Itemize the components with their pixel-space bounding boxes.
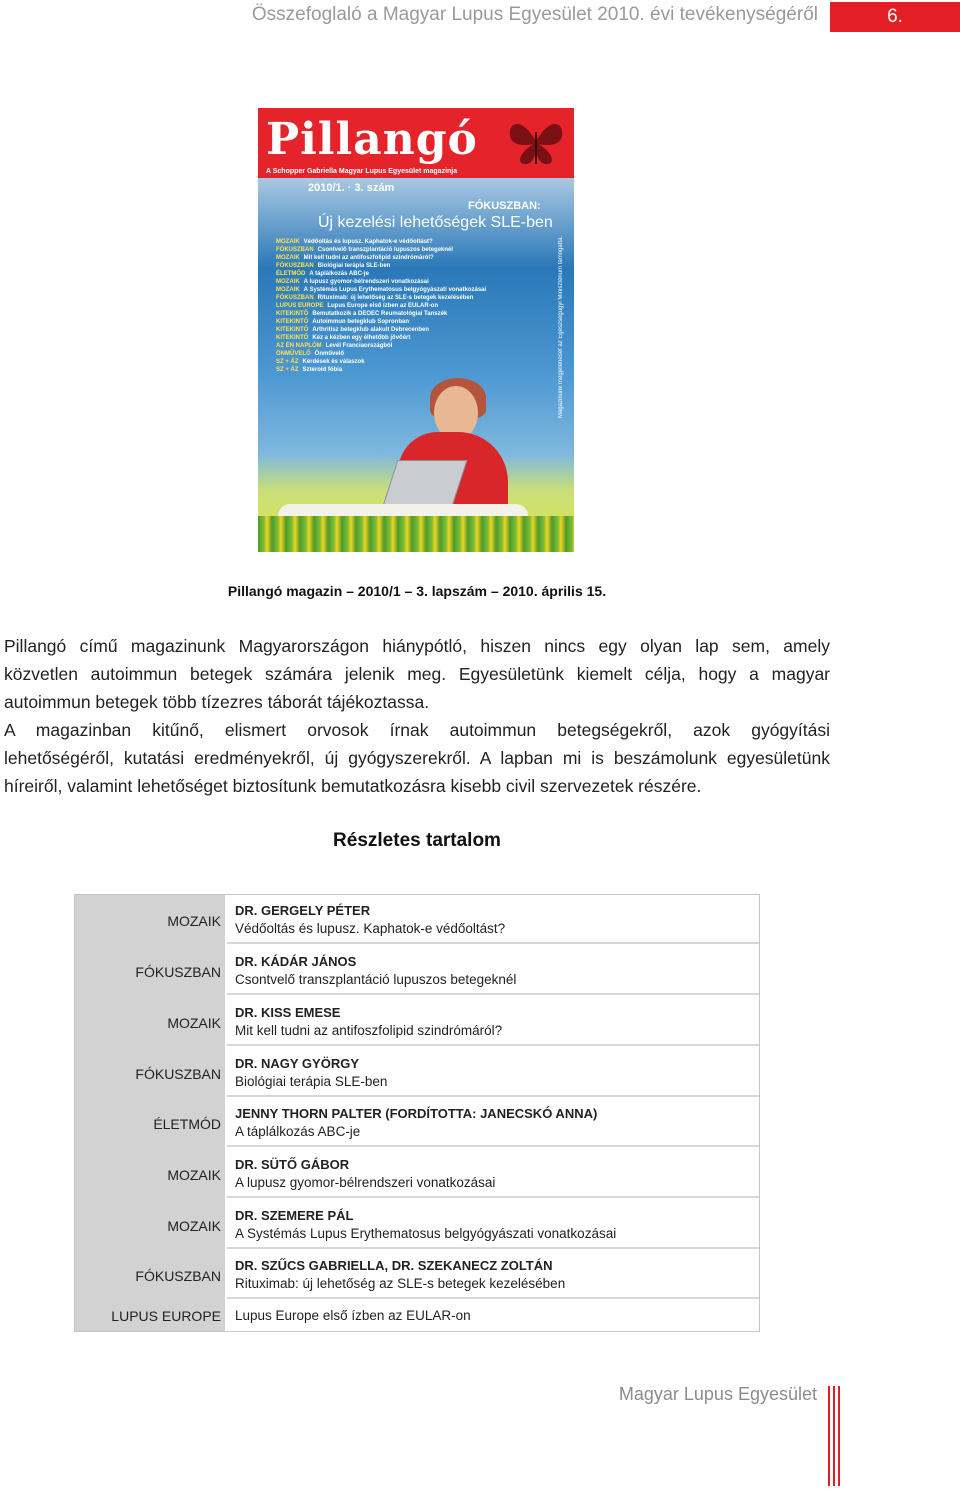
row-author: DR. NAGY GYÖRGY [235, 1056, 360, 1071]
cover-toc-item: FÓKUSZBAN Csontvelő transzplantáció lupuszos betegeknél [276, 247, 454, 253]
row-title: A táplálkozás ABC-je [235, 1124, 361, 1139]
row-title: Csontvelő transzplantáció lupuszos betegeknél [235, 972, 517, 987]
paragraph-line: híreiről, valamint lehetőséget biztosítunk bemutatkozásra kisebb civil szervezetek részére. [4, 776, 702, 796]
row-divider [227, 993, 759, 995]
paragraph-line: Pillangó című magazinunk Magyarországon hiánypótló, hiszen nincs egy olyan lap sem, amely [4, 636, 830, 656]
row-title: Lupus Europe első ízben az EULAR-on [235, 1308, 471, 1323]
paragraph-line: közvetlen autoimmun betegek számára jelenik meg. Egyesületünk kiemelt célja, hogy a magyar [4, 664, 830, 684]
row-divider [227, 1095, 759, 1097]
cover-toc-item: ÉLETMÓD A táplálkozás ABC-je [276, 271, 369, 277]
paragraph-line: A magazinban kitűnő, elismert orvosok írnak autoimmun betegségekről, azok gyógyítási [4, 720, 830, 740]
row-title: Védőoltás és lupusz. Kaphatok-e védőoltást? [235, 921, 506, 936]
description-paragraph [4, 716, 830, 800]
cover-toc-item: FÓKUSZBAN Rituximab: új lehetőség az SLE-s betegek kezelésében [276, 295, 474, 301]
row-author: DR. GERGELY PÉTER [235, 903, 371, 918]
cover-toc-list [276, 238, 516, 374]
cover-photo-flowers [258, 516, 574, 552]
cover-focus-title: Új kezelési lehetőségek SLE-ben [318, 214, 553, 231]
cover-toc-item: ÖNMŰVELŐ Önművelő [276, 351, 345, 357]
cover-toc-item: KITEKINTŐ Arthritisz betegklub alakult Debrecenben [276, 327, 430, 333]
row-category: MOZAIK [167, 1167, 221, 1183]
cover-toc-item: AZ ÉN NAPLÓM Levél Franciaországból [276, 343, 393, 349]
page-number-badge: 6. [830, 2, 960, 32]
row-divider [227, 1044, 759, 1046]
cover-toc-item: FÓKUSZBAN Biológiai terápia SLE-ben [276, 263, 391, 269]
cover-issue: 2010/1. · 3. szám [308, 182, 395, 194]
row-divider [227, 1145, 759, 1147]
row-author: DR. SÜTŐ GÁBOR [235, 1157, 350, 1172]
row-category: FÓKUSZBAN [135, 1268, 221, 1284]
cover-toc-item: SZ + ÁZ Szteroid fóbia [276, 367, 343, 373]
cover-toc-item: KITEKINTŐ Bemutatkozik a DEOEC Reumatológiai Tanszék [276, 311, 448, 317]
row-category: ÉLETMÓD [153, 1116, 221, 1132]
row-author: DR. KISS EMESE [235, 1005, 341, 1020]
row-divider [227, 942, 759, 944]
cover-toc-item: KITEKINTŐ Kéz a kézben egy élhetőbb jövőért [276, 335, 411, 341]
row-category: MOZAIK [167, 913, 221, 929]
cover-logo: Pillangó [266, 114, 478, 165]
cover-toc-item: MOZAIK A lupusz gyomor-bélrendszeri vonatkozásai [276, 279, 429, 285]
paragraph-line: lehetőségéről, kutatási eredményekről, új gyógyszerekről. A lapban mi is beszámolunk egyesületünk [4, 748, 830, 768]
footer-organization: Magyar Lupus Egyesület [618, 1384, 817, 1404]
contents-table [74, 894, 760, 1332]
cover-toc-item: LUPUS EUROPE Lupus Europe első ízben az EULAR-on [276, 303, 439, 309]
row-author: DR. SZŰCS GABRIELLA, DR. SZEKANECZ ZOLTÁN [235, 1258, 553, 1273]
row-divider [227, 1196, 759, 1198]
row-category: MOZAIK [167, 1218, 221, 1234]
cover-side-text: Magazinunk megjelenését az Egészségügyi Minisztérium támogatta. [558, 235, 564, 418]
magazine-cover-image [258, 108, 574, 552]
section-title: Részletes tartalom [333, 830, 501, 851]
cover-toc-item: MOZAIK Védőoltás és lupusz. Kaphatok-e védőoltást? [276, 239, 433, 245]
row-divider [227, 1247, 759, 1249]
butterfly-icon [506, 116, 566, 168]
row-category: LUPUS EUROPE [111, 1308, 221, 1324]
page-header-title: Összefoglaló a Magyar Lupus Egyesület 2010. évi tevékenységéről [251, 4, 818, 25]
cover-caption: Pillangó magazin – 2010/1 – 3. lapszám – 2010. április 15. [227, 583, 607, 599]
row-divider [227, 1297, 759, 1299]
row-category: FÓKUSZBAN [135, 964, 221, 980]
cover-subtitle: A Schopper Gabriella Magyar Lupus Egyesület magazinja [266, 168, 458, 175]
cover-toc-item: MOZAIK A Systémás Lupus Erythematosus belgyógyászati vonatkozásai [276, 287, 487, 293]
cover-focus-label: FÓKUSZBAN: [468, 200, 541, 212]
cover-toc-item: MOZAIK Mit kell tudni az antifoszfolipid szindrómáról? [276, 255, 434, 261]
row-category: MOZAIK [167, 1015, 221, 1031]
row-title: A Systémás Lupus Erythematosus belgyógyászati vonatkozásai [235, 1226, 617, 1241]
footer-decoration [828, 1386, 843, 1491]
row-category: FÓKUSZBAN [135, 1066, 221, 1082]
contents-category-column [75, 895, 225, 1331]
row-title: Mit kell tudni az antifoszfolipid szindrómáról? [235, 1023, 503, 1038]
row-author: DR. SZEMERE PÁL [235, 1208, 354, 1223]
row-author: DR. KÁDÁR JÁNOS [235, 954, 357, 969]
row-title: Rituximab: új lehetőség az SLE-s betegek kezelésében [235, 1276, 566, 1291]
row-title: A lupusz gyomor-bélrendszeri vonatkozásai [235, 1175, 496, 1190]
cover-toc-item: KITEKINTŐ Autoimmun betegklub Sopronban [276, 319, 410, 325]
cover-toc-item: SZ + ÁZ Kérdések és válaszok [276, 359, 365, 365]
intro-paragraph [4, 632, 830, 716]
row-title: Biológiai terápia SLE-ben [235, 1074, 388, 1089]
row-author: JENNY THORN PALTER (FORDÍTOTTA: JANECSKÓ ANNA) [235, 1106, 598, 1121]
paragraph-line: autoimmun betegek több tízezres táborát tájékoztassa. [4, 692, 430, 712]
cover-photo-laptop [383, 460, 468, 506]
